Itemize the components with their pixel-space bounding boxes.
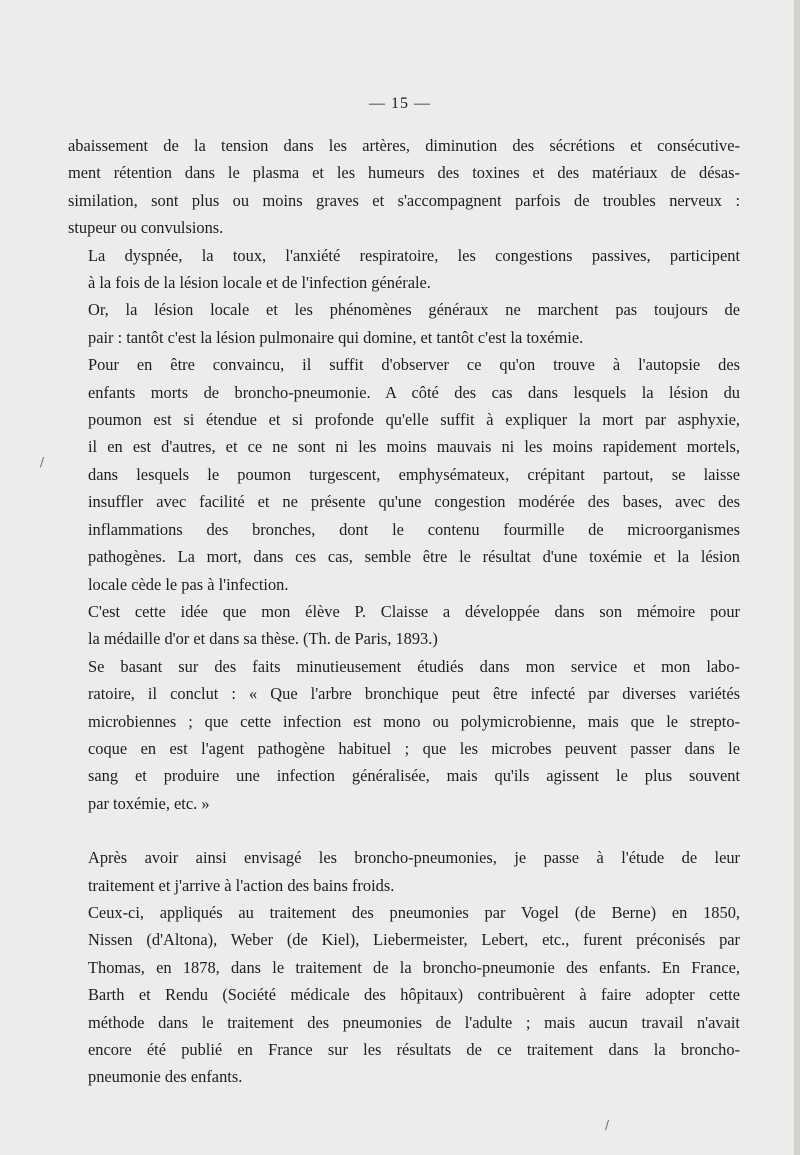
- text-line: sang et produire une infection généralisée, mais qu'ils agissent le plus souvent: [88, 766, 740, 786]
- text-line: pair : tantôt c'est la lésion pulmonaire qui domine, et tantôt c'est la toxémie.: [88, 327, 584, 347]
- paragraph-8: [68, 899, 740, 1091]
- text-line: microbiennes ; que cette infection est mono ou polymicrobienne, mais que le strepto-: [88, 711, 740, 731]
- stray-pen-mark: /: [605, 1118, 610, 1132]
- paragraph-3: [68, 296, 740, 351]
- text-line: Or, la lésion locale et les phénomènes généraux ne marchent pas toujours de: [88, 300, 740, 320]
- text-line: insuffler avec facilité et ne présente qu'une congestion modérée des bases, avec des: [88, 492, 740, 512]
- text-line: méthode dans le traitement des pneumonies de l'adulte ; mais aucun travail n'avait: [88, 1012, 740, 1032]
- page-edge-shadow: [794, 0, 800, 1155]
- text-line: abaissement de la tension dans les artères, diminution des sécrétions et consécutive-: [68, 136, 740, 155]
- text-line: à la fois de la lésion locale et de l'infection générale.: [88, 273, 431, 293]
- text-line: C'est cette idée que mon élève P. Claisse a développée dans son mémoire pour: [88, 601, 740, 621]
- text-line: Barth et Rendu (Société médicale des hôpitaux) contribuèrent à faire adopter cette: [88, 985, 740, 1005]
- text-line: la médaille d'or et dans sa thèse. (Th. de Paris, 1893.): [88, 629, 438, 649]
- paragraph-7: [68, 844, 740, 899]
- paragraph-6: [68, 653, 740, 817]
- body-text: [68, 132, 740, 1091]
- text-line: ment rétention dans le plasma et les humeurs des toxines et des matériaux de désas-: [68, 163, 740, 183]
- text-line: Nissen (d'Altona), Weber (de Kiel), Liebermeister, Lebert, etc., furent préconisés par: [88, 930, 740, 950]
- text-line: par toxémie, etc. »: [88, 793, 210, 813]
- paragraph-5: [68, 598, 740, 653]
- text-line: locale cède le pas à l'infection.: [88, 574, 289, 594]
- paragraph-2: [68, 242, 740, 297]
- text-line: pneumonie des enfants.: [88, 1067, 243, 1087]
- text-line: traitement et j'arrive à l'action des bains froids.: [88, 875, 395, 895]
- text-line: il en est d'autres, et ce ne sont ni les moins mauvais ni les moins rapidement mortels,: [88, 437, 740, 457]
- text-line: stupeur ou convulsions.: [68, 218, 224, 238]
- text-line: enfants morts de broncho-pneumonie. A côté des cas dans lesquels la lésion du: [88, 382, 740, 402]
- text-line: Thomas, en 1878, dans le traitement de la broncho-pneumonie des enfants. En France,: [88, 957, 740, 977]
- text-line: inflammations des bronches, dont le contenu fourmille de microorganismes: [88, 519, 740, 539]
- text-line: Se basant sur des faits minutieusement étudiés dans mon service et mon labo-: [88, 656, 740, 676]
- paragraph-4: [68, 351, 740, 598]
- page-number: — 15 —: [369, 95, 431, 112]
- text-line: similation, sont plus ou moins graves et s'accompagnent parfois de troubles nerveux :: [68, 190, 740, 210]
- text-line: coque en est l'agent pathogène habituel ; que les microbes peuvent passer dans le: [88, 738, 740, 758]
- text-line: La dyspnée, la toux, l'anxiété respiratoire, les congestions passives, participent: [88, 245, 740, 265]
- text-line: ratoire, il conclut : « Que l'arbre bronchique peut être infecté par diverses variétés: [88, 684, 740, 704]
- paragraph-1: [68, 132, 740, 242]
- text-line: dans lesquels le poumon turgescent, emphysémateux, crépitant partout, se laisse: [88, 464, 740, 484]
- text-line: Après avoir ainsi envisagé les broncho-pneumonies, je passe à l'étude de leur: [88, 848, 740, 868]
- text-line: poumon est si étendue et si profonde qu'elle suffit à expliquer la mort par asphyxie,: [88, 410, 740, 430]
- text-line: Pour en être convaincu, il suffit d'observer ce qu'on trouve à l'autopsie des: [88, 355, 740, 375]
- text-line: Ceux-ci, appliqués au traitement des pneumonies par Vogel (de Berne) en 1850,: [88, 902, 740, 922]
- stray-pen-mark: /: [40, 455, 45, 469]
- text-line: encore été publié en France sur les résultats de ce traitement dans la broncho-: [88, 1040, 740, 1059]
- text-line: pathogènes. La mort, dans ces cas, semble être le résultat d'une toxémie et la lésion: [88, 547, 740, 567]
